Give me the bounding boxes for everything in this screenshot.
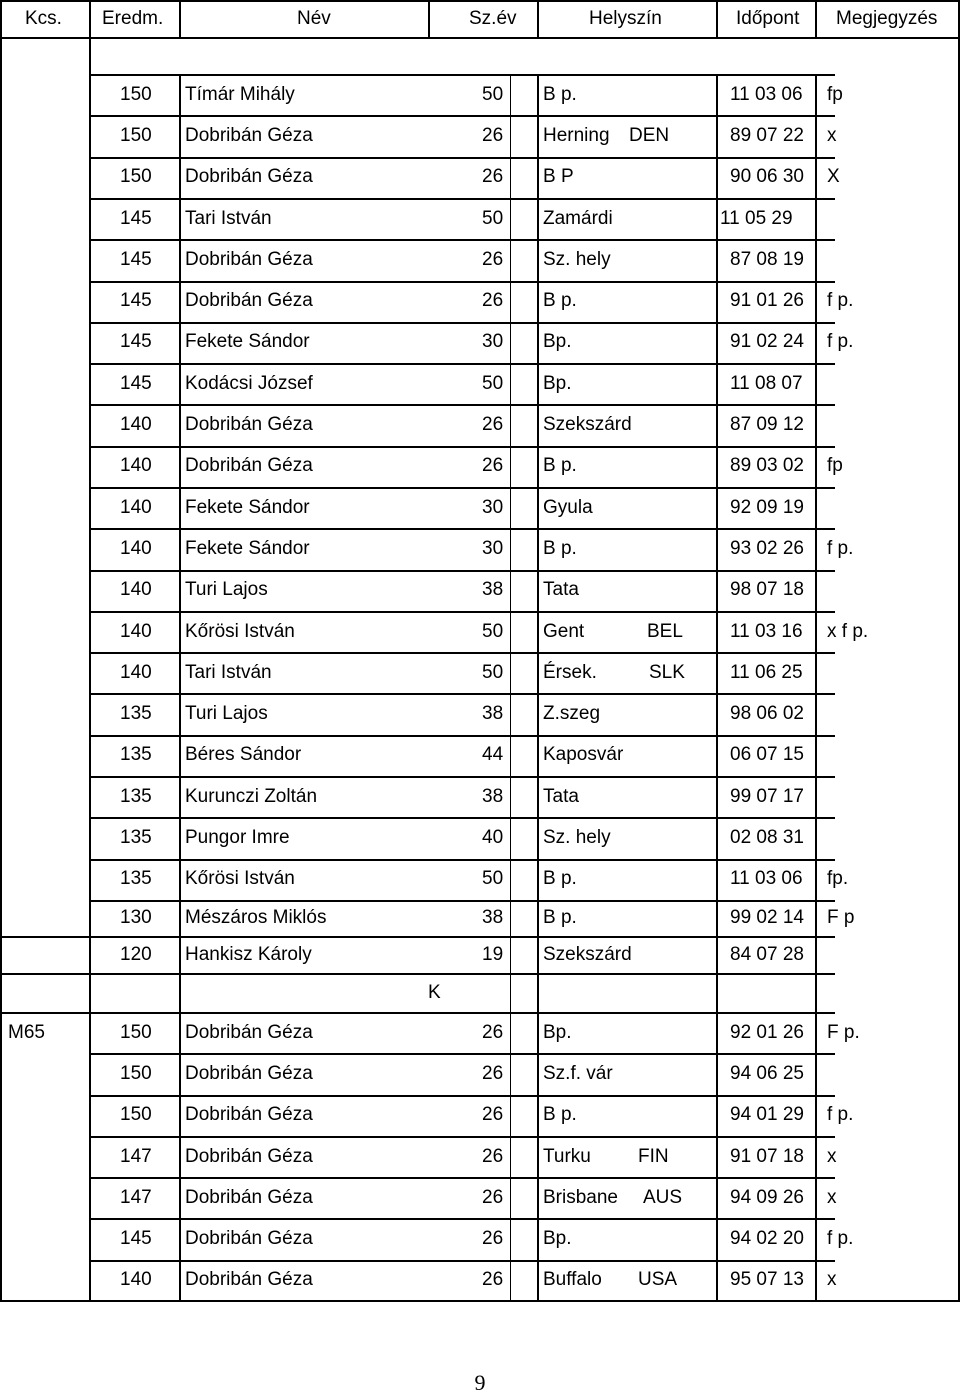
grid-line <box>510 74 511 1300</box>
cell-result: 150 <box>120 1021 152 1043</box>
grid-line <box>89 404 835 406</box>
cell-date: 89 07 22 <box>730 124 804 146</box>
cell-place: Herning <box>543 124 610 146</box>
cell-name: Mészáros Miklós <box>185 907 327 928</box>
cell-date: 98 07 18 <box>730 579 804 601</box>
cell-place: Bp. <box>543 1228 572 1250</box>
cell-year: 38 <box>482 785 504 807</box>
grid-line <box>716 74 718 1300</box>
cell-date: 87 09 12 <box>730 414 804 436</box>
cell-place: Bp. <box>543 1021 572 1043</box>
grid-line <box>89 281 835 283</box>
cell-place: Turku <box>543 1145 591 1167</box>
grid-line <box>0 973 835 975</box>
cell-place: Buffalo <box>543 1268 602 1290</box>
cell-result: 145 <box>120 331 152 353</box>
cell-result: 140 <box>120 661 152 683</box>
cell-name: Kodácsi József <box>185 372 313 394</box>
cell-date: 98 06 02 <box>730 703 804 725</box>
cell-year: 40 <box>482 827 504 849</box>
cell-country: BEL <box>647 620 683 642</box>
cell-result: 140 <box>120 1268 152 1290</box>
cell-note: x <box>827 1268 837 1290</box>
cell-place: B p. <box>543 907 577 928</box>
cell-name: K <box>428 981 441 1003</box>
cell-name: Dobribán Géza <box>185 1145 313 1167</box>
cell-note: F p. <box>827 1021 860 1043</box>
cell-year: 50 <box>482 372 504 394</box>
cell-place: Zamárdi <box>543 207 613 229</box>
cell-result: 145 <box>120 1228 152 1250</box>
cell-year: 26 <box>482 455 504 477</box>
cell-place: Sz. hely <box>543 827 611 849</box>
cell-name: Kőrösi István <box>185 868 295 890</box>
cell-year: 26 <box>482 1145 504 1167</box>
cell-result: 135 <box>120 785 152 807</box>
cell-name: Dobribán Géza <box>185 1062 313 1084</box>
cell-date: 99 07 17 <box>730 785 804 807</box>
cell-country: AUS <box>643 1186 683 1208</box>
cell-year: 50 <box>482 868 504 890</box>
cell-date: 94 06 25 <box>730 1062 804 1084</box>
grid-line <box>815 0 817 38</box>
cell-year: 26 <box>482 290 504 312</box>
header-helyszin: Helyszín <box>589 8 662 29</box>
cell-name: Béres Sándor <box>185 744 302 766</box>
page-number: 9 <box>474 1370 486 1395</box>
grid-line <box>815 74 817 1300</box>
cell-name: Fekete Sándor <box>185 537 310 559</box>
cell-place: B p. <box>543 290 577 312</box>
cell-date: 91 07 18 <box>730 1145 804 1167</box>
grid-line <box>89 115 835 117</box>
grid-line <box>89 776 835 778</box>
cell-place: Sz.f. vár <box>543 1062 613 1084</box>
cell-result: 150 <box>120 166 152 188</box>
cell-place: B p. <box>543 83 577 105</box>
cell-place: Tata <box>543 785 579 807</box>
grid-line <box>89 859 835 861</box>
cell-name: Dobribán Géza <box>185 414 313 436</box>
cell-result: 150 <box>120 124 152 146</box>
grid-line <box>428 0 430 38</box>
cell-name: Dobribán Géza <box>185 290 313 312</box>
cell-year: 30 <box>482 496 504 518</box>
cell-year: 50 <box>482 83 504 105</box>
cell-result: 145 <box>120 207 152 229</box>
cell-place: Tata <box>543 579 579 601</box>
cell-name: Dobribán Géza <box>185 124 313 146</box>
cell-date: 91 01 26 <box>730 290 804 312</box>
grid-line <box>89 735 835 737</box>
grid-line <box>89 1260 835 1262</box>
cell-result: 135 <box>120 868 152 890</box>
grid-line <box>89 936 835 938</box>
cell-year: 26 <box>482 1268 504 1290</box>
cell-country: DEN <box>629 124 670 146</box>
cell-name: Dobribán Géza <box>185 1104 313 1126</box>
grid-line <box>89 817 835 819</box>
cell-note: f p. <box>827 290 854 312</box>
cell-year: 19 <box>482 943 504 965</box>
cell-result: 150 <box>120 1104 152 1126</box>
cell-date: 11 03 06 <box>730 868 803 890</box>
cell-note: x f p. <box>827 620 869 642</box>
cell-name: Turi Lajos <box>185 579 268 601</box>
grid-line <box>89 528 835 530</box>
cell-date: 89 03 02 <box>730 455 804 477</box>
cell-result: 145 <box>120 372 152 394</box>
cell-date: 11 08 07 <box>730 372 803 394</box>
cell-date: 94 02 20 <box>730 1228 804 1250</box>
cell-year: 26 <box>482 414 504 436</box>
cell-date: 11 05 29 <box>720 207 793 229</box>
grid-line <box>89 652 835 654</box>
cell-year: 26 <box>482 1104 504 1126</box>
cell-date: 93 02 26 <box>730 537 804 559</box>
grid-line <box>89 1053 835 1055</box>
cell-country: FIN <box>638 1145 669 1167</box>
cell-date: 06 07 15 <box>730 744 804 766</box>
cell-name: Dobribán Géza <box>185 1021 313 1043</box>
cell-name: Dobribán Géza <box>185 1186 313 1208</box>
cell-name: Kurunczi Zoltán <box>185 785 318 807</box>
cell-country: USA <box>638 1268 678 1290</box>
cell-kcs: M65 <box>8 1021 45 1043</box>
cell-place: Kaposvár <box>543 744 624 766</box>
cell-place: Gyula <box>543 496 593 518</box>
grid-line <box>0 0 2 1302</box>
header-nev: Név <box>297 8 331 29</box>
cell-year: 38 <box>482 703 504 725</box>
cell-result: 140 <box>120 496 152 518</box>
grid-line <box>0 1300 960 1302</box>
cell-name: Dobribán Géza <box>185 166 313 188</box>
cell-place: B p. <box>543 868 577 890</box>
grid-line <box>89 446 835 448</box>
grid-line <box>89 1136 835 1138</box>
header-szev: Sz.év <box>469 8 517 29</box>
cell-year: 26 <box>482 124 504 146</box>
grid-line <box>179 74 181 1300</box>
cell-place: Z.szeg <box>543 703 601 725</box>
cell-note: fp. <box>827 868 849 890</box>
cell-date: 94 09 26 <box>730 1186 804 1208</box>
cell-result: 140 <box>120 579 152 601</box>
cell-year: 30 <box>482 537 504 559</box>
grid-line <box>179 0 181 38</box>
cell-year: 50 <box>482 207 504 229</box>
cell-year: 26 <box>482 1186 504 1208</box>
cell-result: 150 <box>120 1062 152 1084</box>
cell-result: 147 <box>120 1145 152 1167</box>
grid-line <box>537 74 539 1300</box>
cell-note: fp <box>827 455 843 477</box>
grid-line <box>716 0 718 38</box>
cell-date: 11 03 16 <box>730 620 803 642</box>
cell-note: F p <box>827 907 855 928</box>
cell-year: 38 <box>482 907 504 928</box>
header-kcs: Kcs. <box>25 8 62 29</box>
cell-year: 50 <box>482 620 504 642</box>
grid-line <box>89 900 835 902</box>
grid-line <box>89 1095 835 1097</box>
cell-year: 44 <box>482 744 504 766</box>
cell-result: 140 <box>120 537 152 559</box>
cell-year: 26 <box>482 166 504 188</box>
cell-note: f p. <box>827 537 854 559</box>
cell-name: Tímár Mihály <box>185 83 295 105</box>
cell-place: Bp. <box>543 331 572 353</box>
cell-date: 87 08 19 <box>730 248 804 270</box>
cell-place: Gent <box>543 620 585 642</box>
cell-year: 50 <box>482 661 504 683</box>
cell-place: Bp. <box>543 372 572 394</box>
grid-line <box>89 570 835 572</box>
cell-date: 94 01 29 <box>730 1104 804 1126</box>
header-idopont: Időpont <box>736 8 800 29</box>
cell-date: 91 02 24 <box>730 331 804 353</box>
cell-result: 130 <box>120 907 152 928</box>
cell-year: 26 <box>482 248 504 270</box>
cell-name: Kőrösi István <box>185 620 295 642</box>
cell-result: 150 <box>120 83 152 105</box>
cell-date: 11 06 25 <box>730 661 803 683</box>
cell-name: Dobribán Géza <box>185 248 313 270</box>
grid-line <box>89 157 835 159</box>
cell-date: 95 07 13 <box>730 1268 804 1290</box>
grid-line <box>89 1218 835 1220</box>
cell-place: Sz. hely <box>543 248 611 270</box>
cell-name: Tari István <box>185 207 272 229</box>
cell-result: 145 <box>120 290 152 312</box>
cell-result: 135 <box>120 703 152 725</box>
grid-line <box>0 936 90 938</box>
cell-year: 38 <box>482 579 504 601</box>
cell-name: Tari István <box>185 661 272 683</box>
cell-year: 26 <box>482 1021 504 1043</box>
grid-line <box>89 0 91 38</box>
cell-place: B p. <box>543 537 577 559</box>
cell-result: 135 <box>120 744 152 766</box>
cell-place: B P <box>543 166 574 188</box>
cell-note: f p. <box>827 1104 854 1126</box>
cell-date: 92 01 26 <box>730 1021 804 1043</box>
grid-line <box>89 611 835 613</box>
cell-result: 120 <box>120 943 152 965</box>
cell-name: Dobribán Géza <box>185 1268 313 1290</box>
cell-date: 90 06 30 <box>730 166 804 188</box>
cell-name: Turi Lajos <box>185 703 268 725</box>
cell-result: 140 <box>120 414 152 436</box>
cell-name: Dobribán Géza <box>185 455 313 477</box>
cell-place: B p. <box>543 1104 577 1126</box>
cell-name: Fekete Sándor <box>185 331 310 353</box>
grid-line <box>89 693 835 695</box>
cell-place: Szekszárd <box>543 414 632 436</box>
cell-year: 30 <box>482 331 504 353</box>
grid-line <box>537 0 539 38</box>
cell-country: SLK <box>649 661 685 683</box>
header-megjegyzes: Megjegyzés <box>836 8 938 29</box>
cell-note: x <box>827 1145 837 1167</box>
grid-line <box>89 198 835 200</box>
cell-place: Szekszárd <box>543 943 632 965</box>
cell-result: 140 <box>120 620 152 642</box>
cell-date: 84 07 28 <box>730 943 804 965</box>
cell-name: Hankisz Károly <box>185 943 312 965</box>
grid-line <box>89 322 835 324</box>
cell-result: 145 <box>120 248 152 270</box>
cell-result: 147 <box>120 1186 152 1208</box>
cell-year: 26 <box>482 1228 504 1250</box>
cell-result: 135 <box>120 827 152 849</box>
cell-date: 92 09 19 <box>730 496 804 518</box>
cell-year: 26 <box>482 1062 504 1084</box>
grid-line <box>89 38 91 1300</box>
grid-line <box>89 363 835 365</box>
cell-name: Fekete Sándor <box>185 496 310 518</box>
header-eredm: Eredm. <box>102 8 164 29</box>
cell-place: Brisbane <box>543 1186 618 1208</box>
cell-place: B p. <box>543 455 577 477</box>
cell-place: Érsek. <box>543 661 597 683</box>
cell-result: 140 <box>120 455 152 477</box>
cell-date: 02 08 31 <box>730 827 804 849</box>
grid-line <box>89 487 835 489</box>
cell-note: X <box>827 166 840 188</box>
grid-line <box>89 74 835 76</box>
cell-date: 11 03 06 <box>730 83 803 105</box>
cell-name: Dobribán Géza <box>185 1228 313 1250</box>
cell-note: x <box>827 124 837 146</box>
cell-note: fp <box>827 83 843 105</box>
cell-date: 99 02 14 <box>730 907 804 928</box>
grid-line <box>89 239 835 241</box>
cell-note: f p. <box>827 1228 854 1250</box>
cell-name: Pungor Imre <box>185 827 290 849</box>
grid-line <box>89 1177 835 1179</box>
cell-note: f p. <box>827 331 854 353</box>
grid-line <box>0 1012 835 1014</box>
cell-note: x <box>827 1186 837 1208</box>
